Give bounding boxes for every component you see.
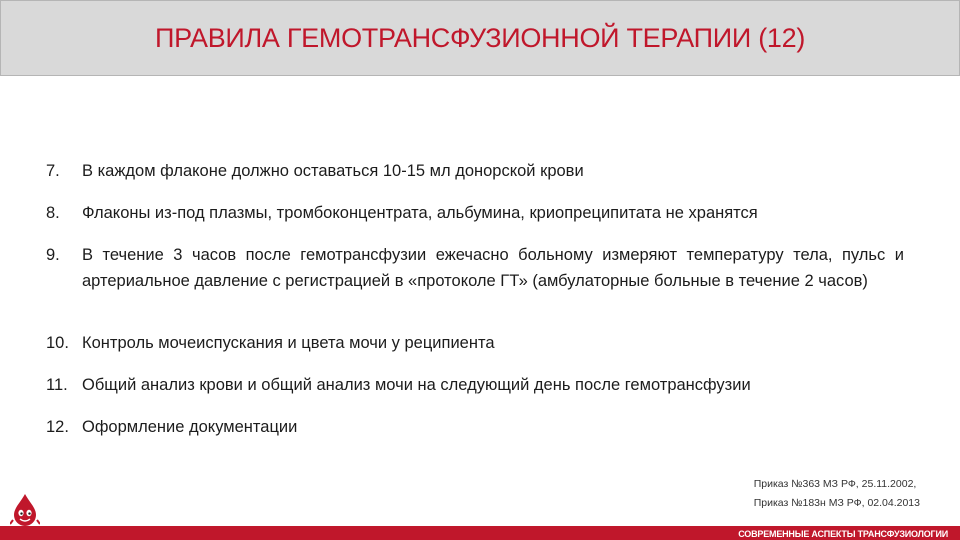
list-item-text: Общий анализ крови и общий анализ мочи на следующий день после гемотрансфузии bbox=[82, 376, 751, 394]
list-item-number: 10. bbox=[46, 334, 69, 352]
list-item-number: 11. bbox=[46, 376, 68, 394]
list-item bbox=[46, 372, 904, 398]
footer-bar bbox=[0, 526, 960, 540]
list-item-text: В каждом флаконе должно оставаться 10-15 мл донорской крови bbox=[82, 162, 584, 180]
list-item-number: 8. bbox=[46, 204, 60, 222]
list-item bbox=[46, 414, 904, 440]
list-item-text: Контроль мочеиспускания и цвета мочи у реципиента bbox=[82, 334, 495, 352]
list-item-text: Оформление документации bbox=[82, 418, 298, 436]
list-item bbox=[46, 200, 904, 226]
list-item-number: 9. bbox=[46, 246, 60, 264]
reference-line: Приказ №183н МЗ РФ, 02.04.2013 bbox=[753, 497, 920, 509]
page-title: ПРАВИЛА ГЕМОТРАНСФУЗИОННОЙ ТЕРАПИИ (12) bbox=[154, 23, 806, 53]
list-item-number: 12. bbox=[46, 418, 69, 436]
reference-line: Приказ №363 МЗ РФ, 25.11.2002, bbox=[753, 478, 917, 490]
footer-label: СОВРЕМЕННЫЕ АСПЕКТЫ ТРАНСФУЗИОЛОГИИ bbox=[738, 529, 948, 539]
list-item-text: Флаконы из-под плазмы, тромбоконцентрата, альбумина, криопреципитата не хранятся bbox=[82, 204, 758, 222]
blood-drop-mascot-icon bbox=[10, 493, 40, 527]
list-item-number: 7. bbox=[46, 162, 60, 180]
title-banner bbox=[0, 0, 960, 76]
list-item-text: В течение 3 часов после гемотрансфузии ежечасно больному измеряют температуру тела, пульс и артериальное давление с регистрацией в «протоколе ГТ» (амбулаторные больные в течение 2 часов) bbox=[82, 246, 904, 290]
list-item bbox=[46, 330, 904, 356]
list-item bbox=[46, 158, 904, 184]
references bbox=[754, 475, 920, 513]
list-item bbox=[46, 242, 904, 294]
